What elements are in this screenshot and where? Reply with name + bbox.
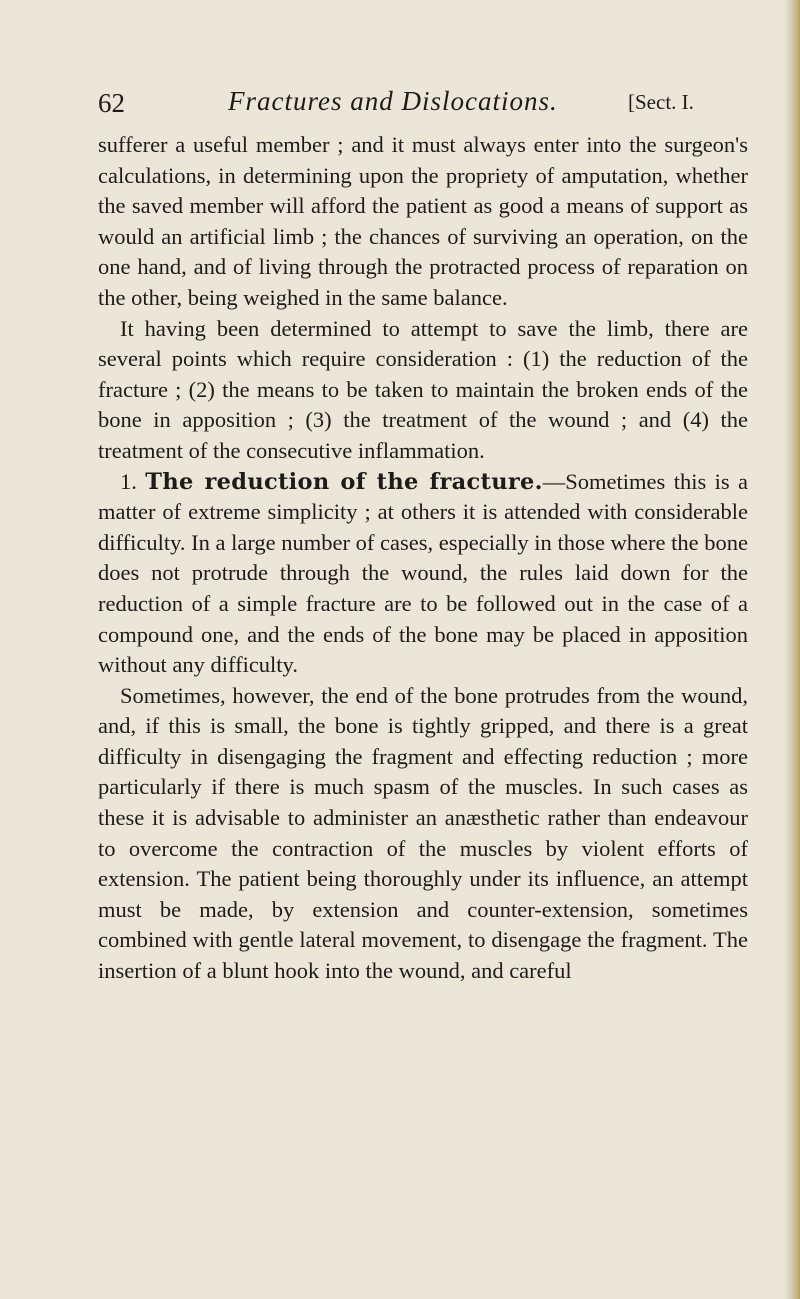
running-title: Fractures and Dislocations. — [228, 86, 558, 116]
page-edge — [784, 0, 800, 1299]
page-number: 62 — [98, 88, 125, 118]
body-text — [98, 130, 748, 987]
section-mark: [Sect. I. — [628, 90, 694, 114]
paragraph-1: sufferer a useful member ; and it must always enter into the surgeon's calculations, in determining upon the propriety of amputation, whether the saved member will afford the patient as good a means of support as would an artificial limb ; the chances of surviving an operation, on the one hand, and of living through the protracted process of reparation on the other, being weighed in the same balance. — [98, 132, 748, 310]
section-number: 1. — [120, 468, 137, 494]
paragraph-3-text: —Sometimes this is a matter of extreme simplicity ; at others it is attended with considerable difficulty. In a large number of cases, especially in those where the bone does not protrude through the wound, the rules laid down for the reduction of a simple fracture are to be followed out in the case of a compound one, and the ends of the bone may be placed in apposition without any difficulty. — [98, 468, 749, 678]
paragraph-2: It having been determined to attempt to save the limb, there are several points which require consideration : (1) the reduction of the fracture ; (2) the means to be taken to maintain the broken ends of the bone in apposition ; (3) the treatment of the wound ; and (4) the treatment of the consecutive inflammation. — [98, 315, 748, 463]
section-heading: The reduction of the fracture. — [145, 468, 543, 495]
page-header — [98, 84, 748, 120]
paragraph-3 — [98, 467, 748, 681]
paragraph-4: Sometimes, however, the end of the bone protrudes from the wound, and, if this is small, the bone is tightly gripped, and there is a great difficulty in disengaging the fragment and effecting reduction ; more particularly if there is much spasm of the muscles. In such cases as these it is advisable to administer an anæsthetic rather than endeavour to overcome the contraction of the muscles by violent efforts of extension. The patient being thoroughly under its influence, an attempt must be made, by extension and counter-extension, sometimes combined with gentle lateral movement, to disengage the fragment. The insertion of a blunt hook into the wound, and careful — [98, 682, 748, 984]
